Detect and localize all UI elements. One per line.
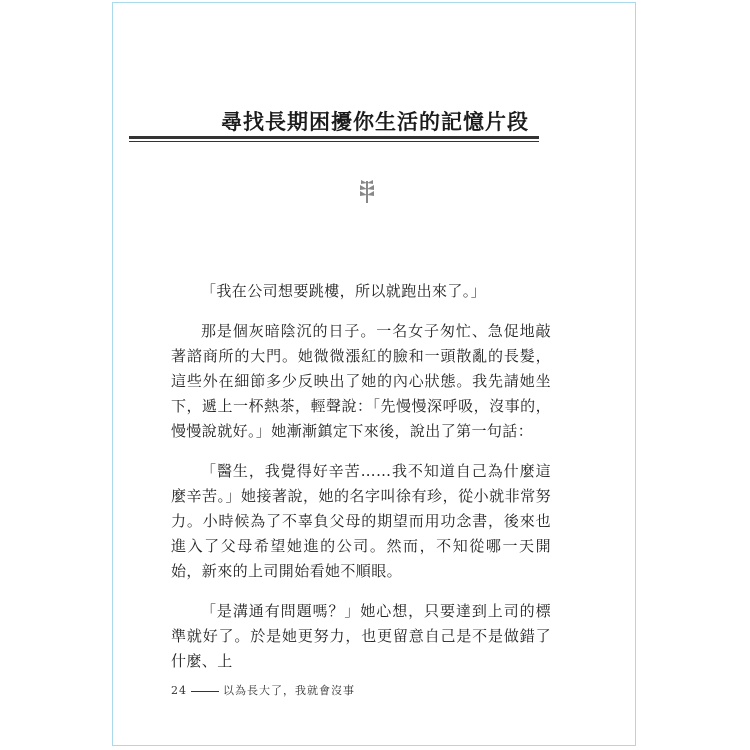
paragraph: 「我在公司想要跳樓，所以就跑出來了。」 <box>201 282 487 300</box>
book-title: 以為長大了，我就會沒事 <box>223 684 355 697</box>
footer-dash <box>191 691 219 692</box>
paragraph: 那是個灰暗陰沉的日子。一名女子匆忙、急促地敲著諮商所的大門。她微微漲紅的臉和一頭散亂的長髮，這些外在細節多少反映出了她的內心狀態。我先請她坐下，遞上一杯熱茶，輕聲說：「先慢慢深呼吸，沒事的，慢慢說就好。」她漸漸鎮定下來後，說出了第一句話： <box>171 322 551 440</box>
wheat-sprig-icon <box>355 179 379 205</box>
title-underline-thin <box>129 141 539 142</box>
book-page <box>112 2 636 746</box>
page-number: 24 <box>171 684 187 697</box>
title-underline-thick <box>129 136 539 139</box>
body-text <box>171 279 551 689</box>
page-footer <box>171 682 355 698</box>
paragraph: 「是溝通有問題嗎？」她心想，只要達到上司的標準就好了。於是她更努力，也更留意自己是不是做錯了什麼、上 <box>171 602 551 670</box>
paragraph: 「醫生，我覺得好辛苦……我不知道自己為什麼這麼辛苦。」她接著說，她的名字叫徐有珍，從小就非常努力。小時候為了不辜負父母的期望而用功念書，後來也進入了父母希望她進的公司。然而，不知從哪一天開始，新來的上司開始看她不順眼。 <box>171 462 551 580</box>
chapter-title: 尋找長期困擾你生活的記憶片段 <box>221 110 529 134</box>
